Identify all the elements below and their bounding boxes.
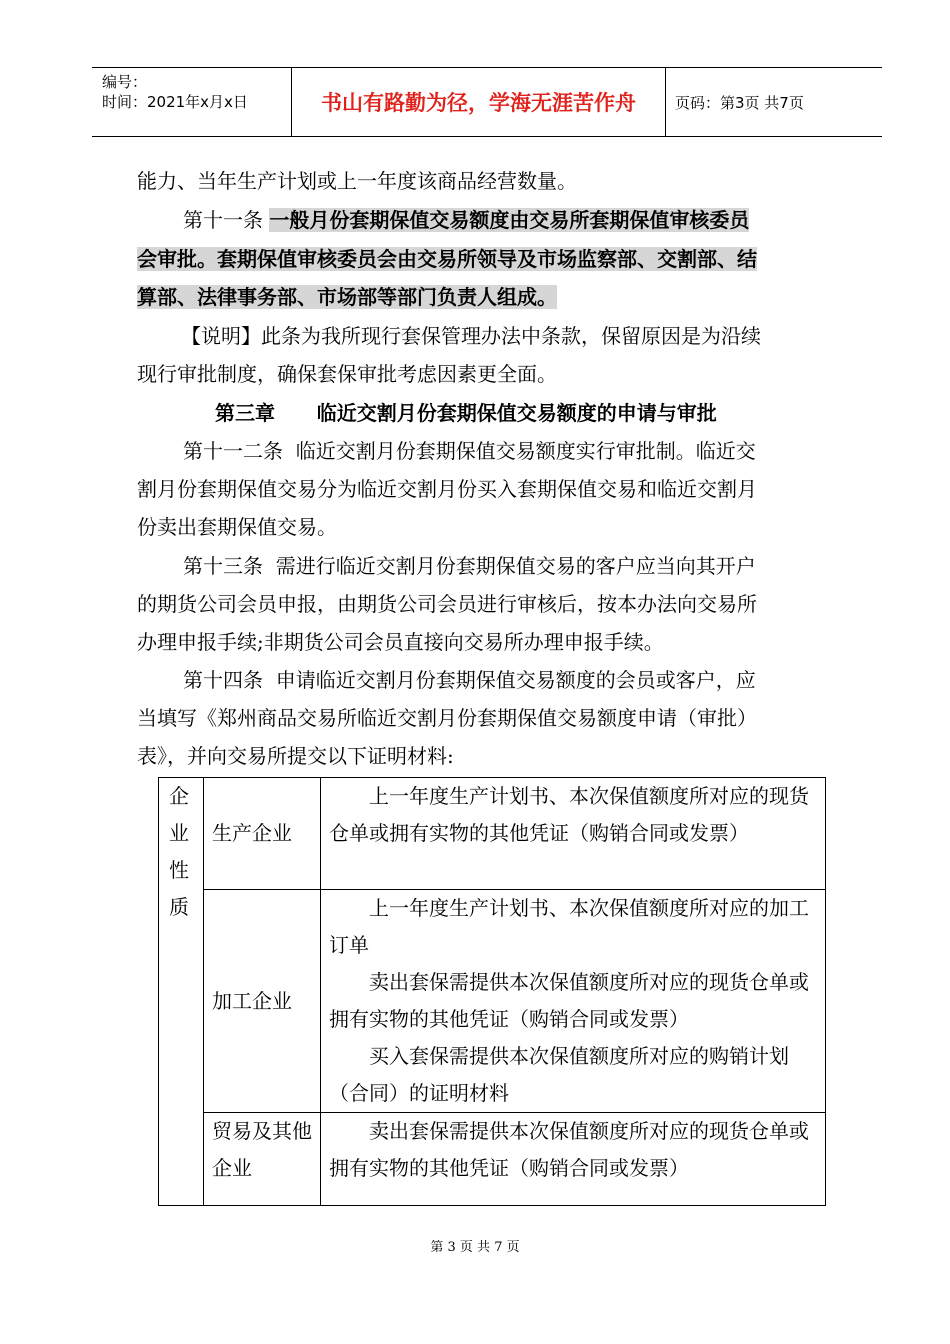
chapter-title: 第三章 临近交割月份套期保值交易额度的申请与审批	[215, 401, 717, 425]
article-14-line-1: 第十四条 申请临近交割月份套期保值交易额度的会员或客户，应	[183, 668, 756, 692]
enterprise-type: 贸易及其他企业	[204, 1113, 321, 1206]
note-line-2: 现行审批制度，确保套保审批考虑因素更全面。	[137, 362, 557, 386]
text-line: 能力、当年生产计划或上一年度该商品经营数量。	[137, 169, 577, 193]
page-header	[92, 67, 882, 137]
enterprise-nature-cell: 企业性质	[159, 778, 204, 1206]
enterprise-type: 加工企业	[204, 890, 321, 1113]
header-number: 编号：	[102, 73, 148, 91]
article-13-line-3: 办理申报手续;非期货公司会员直接向交易所办理申报手续。	[137, 630, 664, 654]
article-12-line-3: 份卖出套期保值交易。	[137, 515, 337, 539]
article-14-line-3: 表》，并向交易所提交以下证明材料:	[137, 744, 454, 768]
materials-table	[158, 777, 826, 1206]
table-row	[159, 1113, 826, 1206]
materials-cell: 上一年度生产计划书、本次保值额度所对应的现货仓单或拥有实物的其他凭证（购销合同或发票）	[321, 778, 826, 890]
table-row	[159, 778, 826, 890]
article-11-line-1	[183, 206, 749, 234]
page-footer: 第 3 页 共 7 页	[430, 1240, 520, 1255]
header-meta	[92, 68, 292, 136]
article-13-line-2: 的期货公司会员申报，由期货公司会员进行审核后，按本办法向交易所	[137, 592, 757, 616]
enterprise-type: 生产企业	[204, 778, 321, 890]
materials-cell: 上一年度生产计划书、本次保值额度所对应的加工订单 卖出套保需提供本次保值额度所对应的现货仓单或拥有实物的其他凭证（购销合同或发票） 买入套保需提供本次保值额度所对应的购销计划（合同）的证明材料	[321, 890, 826, 1113]
header-page-number: 页码：第3页 共7页	[675, 93, 804, 112]
article-13-line-1: 第十三条 需进行临近交割月份套期保值交易的客户应当向其开户	[183, 554, 756, 578]
table-row	[159, 890, 826, 1113]
article-11-number: 第十一条	[183, 208, 263, 232]
note-line-1: 【说明】此条为我所现行套保管理办法中条款，保留原因是为沿续	[181, 324, 761, 348]
article-11-line-3: 算部、法律事务部、市场部等部门负责人组成。	[137, 285, 557, 309]
materials-cell: 卖出套保需提供本次保值额度所对应的现货仓单或拥有实物的其他凭证（购销合同或发票）	[321, 1113, 826, 1206]
article-12-line-1: 第十一二条 临近交割月份套期保值交易额度实行审批制。临近交	[183, 439, 756, 463]
article-12-line-2: 割月份套期保值交易分为临近交割月份买入套期保值交易和临近交割月	[137, 477, 757, 501]
article-11-highlight: 一般月份套期保值交易额度由交易所套期保值审核委员	[269, 208, 750, 232]
article-11-line-2: 会审批。套期保值审核委员会由交易所领导及市场监察部、交割部、结	[137, 247, 757, 271]
header-time: 时间：2021年x月x日	[102, 93, 248, 111]
article-14-line-2: 当填写《郑州商品交易所临近交割月份套期保值交易额度申请（审批）	[137, 706, 757, 730]
header-motto: 书山有路勤为径，学海无涯苦作舟	[292, 68, 666, 136]
